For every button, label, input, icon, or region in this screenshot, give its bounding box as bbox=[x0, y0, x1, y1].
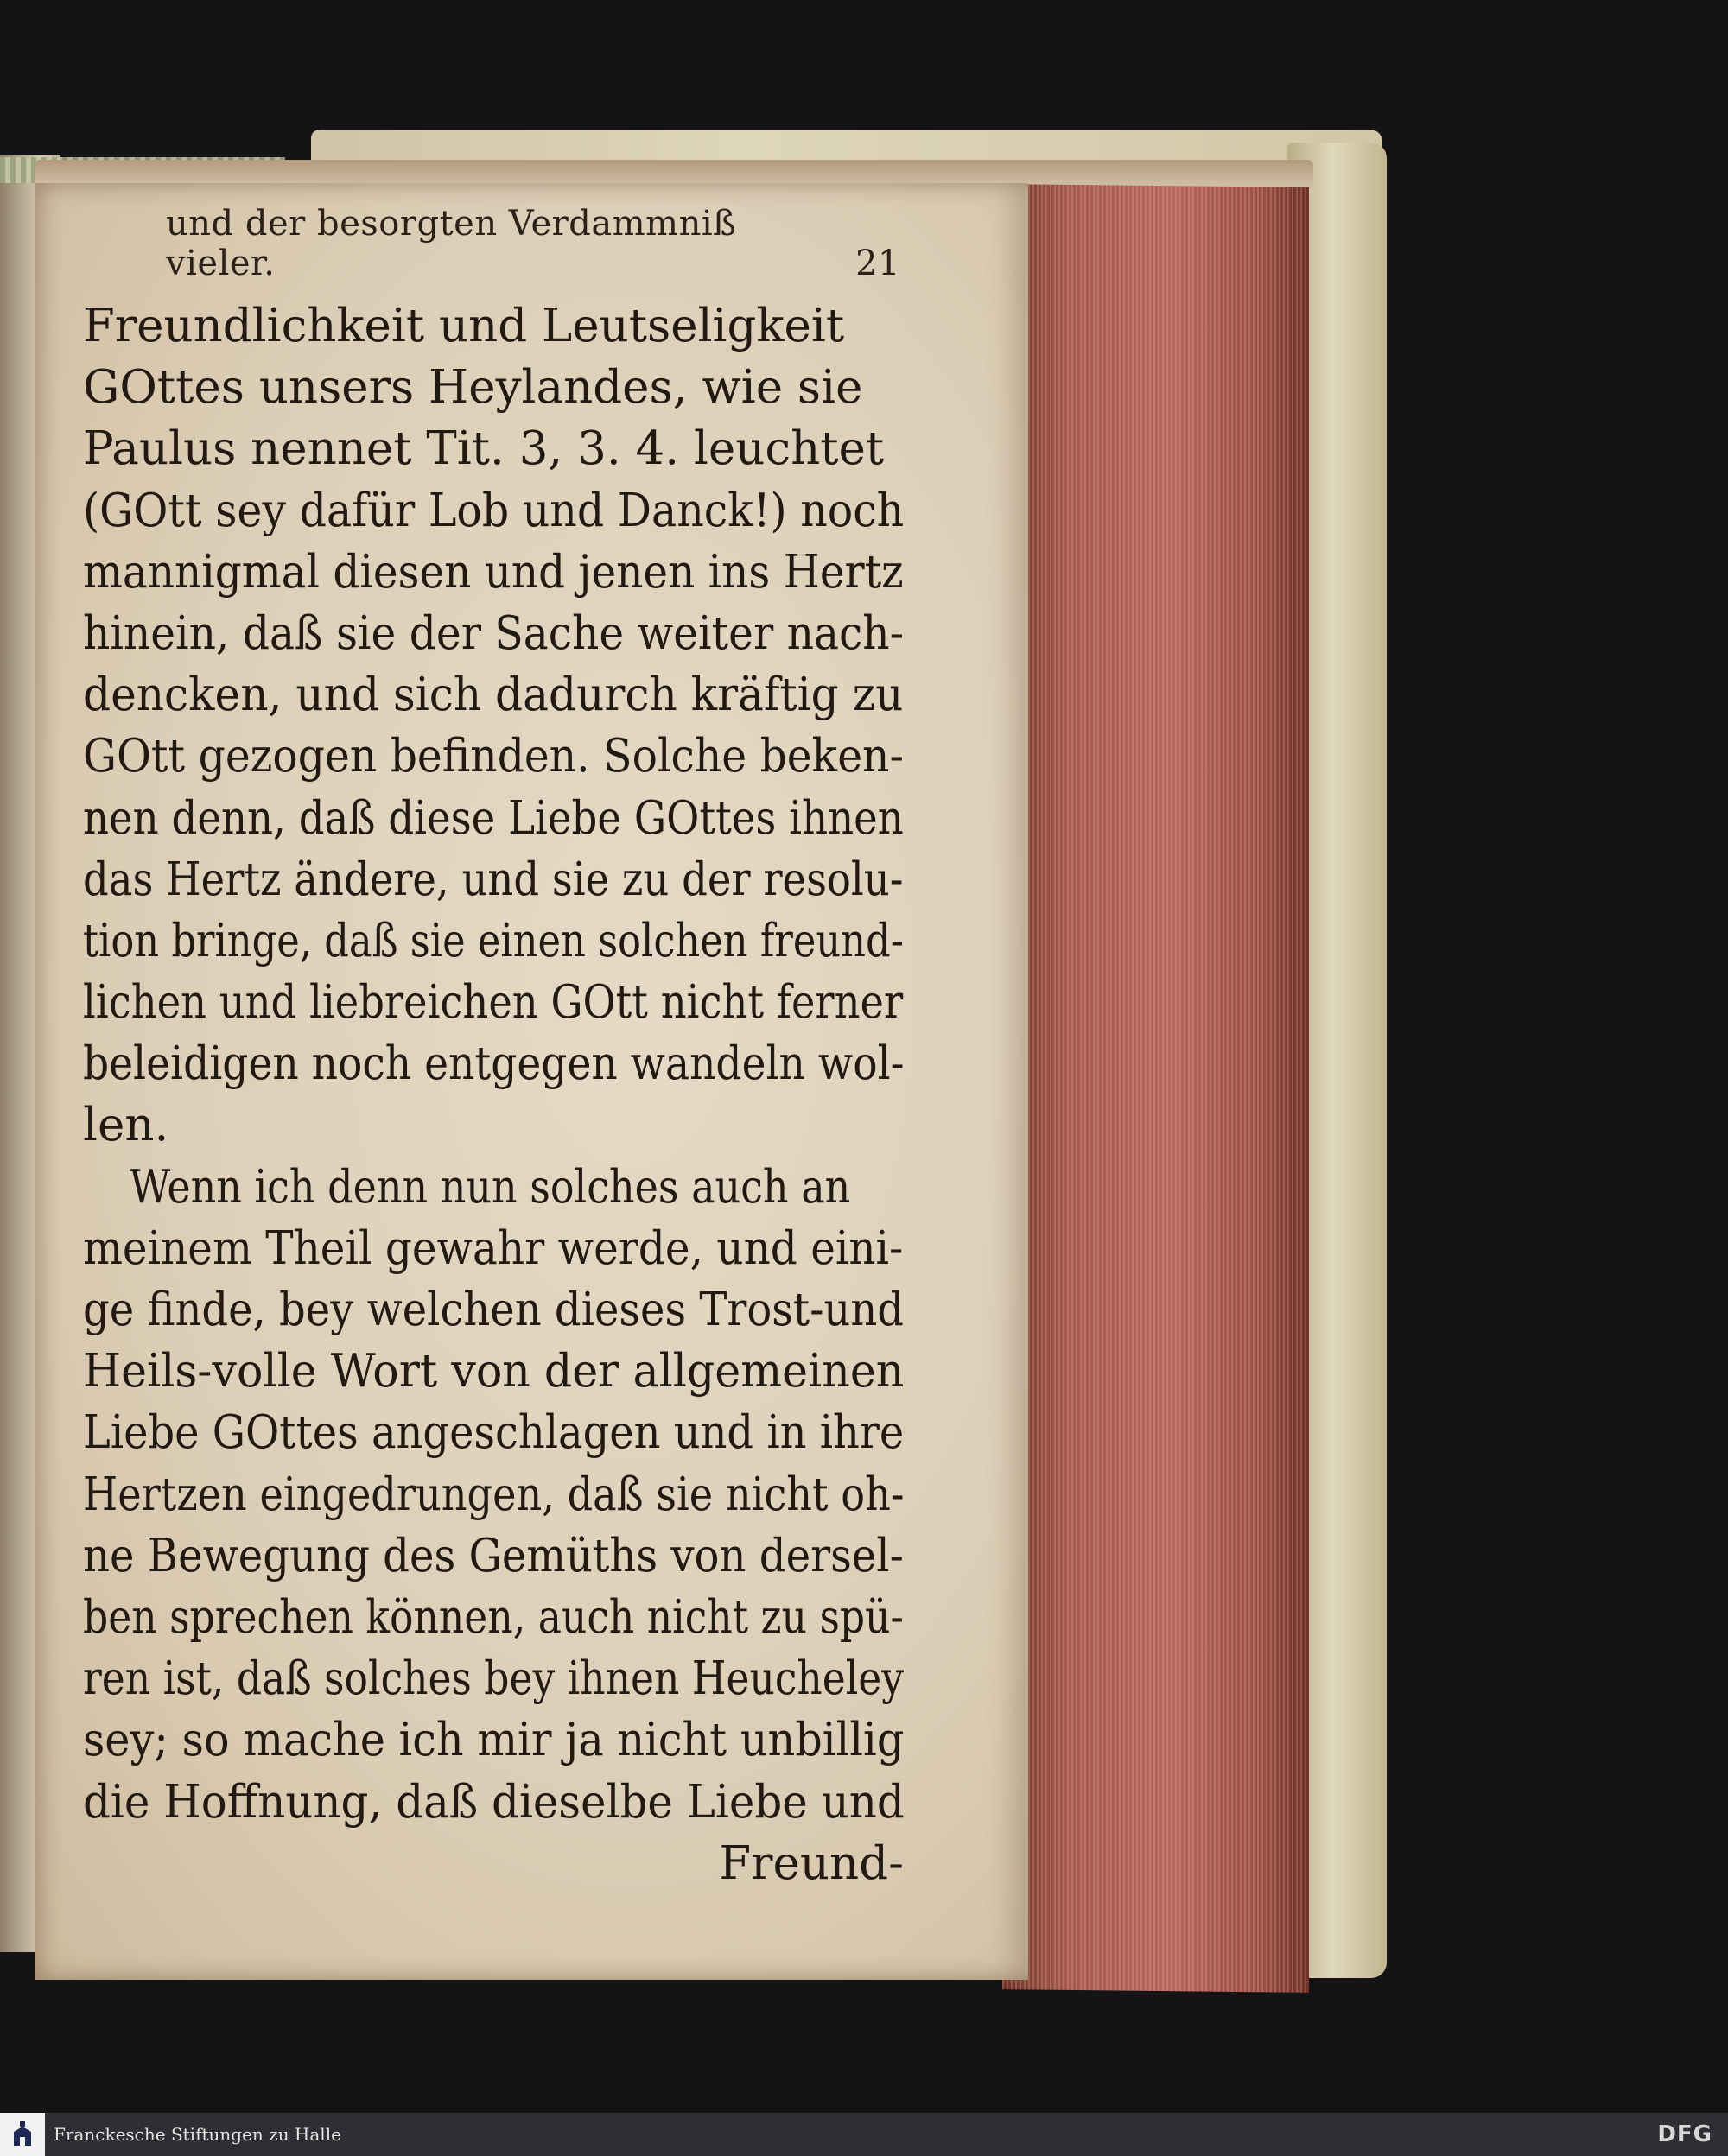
text-line: ge finde, bey welchen dieses Trost-und bbox=[83, 1284, 905, 1336]
text-line: beleidigen noch entgegen wandeln wol- bbox=[83, 1037, 905, 1091]
text-line: GOttes unsers Heylandes, wie sie bbox=[83, 361, 863, 415]
running-head-title: und der besorgten Verdammniß vieler. bbox=[166, 204, 737, 283]
text-line: ben sprechen können, auch nicht zu spü- bbox=[83, 1590, 904, 1644]
footer-bar bbox=[0, 2113, 1728, 2156]
running-head bbox=[166, 204, 900, 283]
text-line: das Hertz ändere, und sie zu der resolu- bbox=[83, 853, 904, 906]
text-line: Paulus nennet Tit. 3, 3. 4. leuchtet bbox=[83, 422, 885, 476]
text-line: GOtt gezogen befinden. Solche beken- bbox=[83, 730, 904, 783]
text-line: lichen und liebreichen GOtt nicht ferner bbox=[83, 976, 904, 1030]
text-line: ne Bewegung des Gemüths von dersel- bbox=[83, 1529, 904, 1582]
text-line: (GOtt sey dafür Lob und Danck!) noch bbox=[83, 484, 905, 537]
text-line: Heils-volle Wort von der allgemeinen bbox=[83, 1345, 905, 1398]
catchword: Freund- bbox=[719, 1836, 904, 1890]
text-line: mannigmal diesen und jenen ins Hertz bbox=[83, 545, 904, 599]
text-line: Freundlichkeit und Leutseligkeit bbox=[83, 300, 845, 352]
page-number: 21 bbox=[855, 244, 900, 283]
text-line: sey; so mache ich mir ja nicht unbillig bbox=[83, 1714, 905, 1767]
red-fore-edge bbox=[1002, 184, 1309, 1993]
text-line: Hertzen eingedrungen, daß sie nicht oh- bbox=[83, 1468, 905, 1521]
text-line: nen denn, daß diese Liebe GOttes ihnen bbox=[83, 791, 904, 845]
text-line: tion bringe, daß sie einen solchen freund- bbox=[83, 914, 904, 967]
text-line: meinem Theil gewahr werde, und eini- bbox=[83, 1221, 904, 1275]
text-line: len. bbox=[83, 1099, 169, 1152]
text-line: Liebe GOttes angeschlagen und in ihre bbox=[83, 1406, 905, 1460]
text-line: dencken, und sich dadurch kräftig zu bbox=[83, 669, 904, 722]
institution-logo-icon bbox=[0, 2113, 45, 2156]
dfg-logo: DFG bbox=[1657, 2121, 1712, 2147]
text-line: die Hoffnung, daß dieselbe Liebe und bbox=[83, 1775, 905, 1829]
institution-name: Franckesche Stiftungen zu Halle bbox=[54, 2124, 341, 2145]
text-line: Wenn ich denn nun solches auch an bbox=[129, 1160, 851, 1214]
text-line: ren ist, daß solches bey ihnen Heucheley bbox=[83, 1652, 905, 1706]
text-line: hinein, daß sie der Sache weiter nach- bbox=[83, 606, 905, 660]
body-text bbox=[83, 295, 904, 1894]
